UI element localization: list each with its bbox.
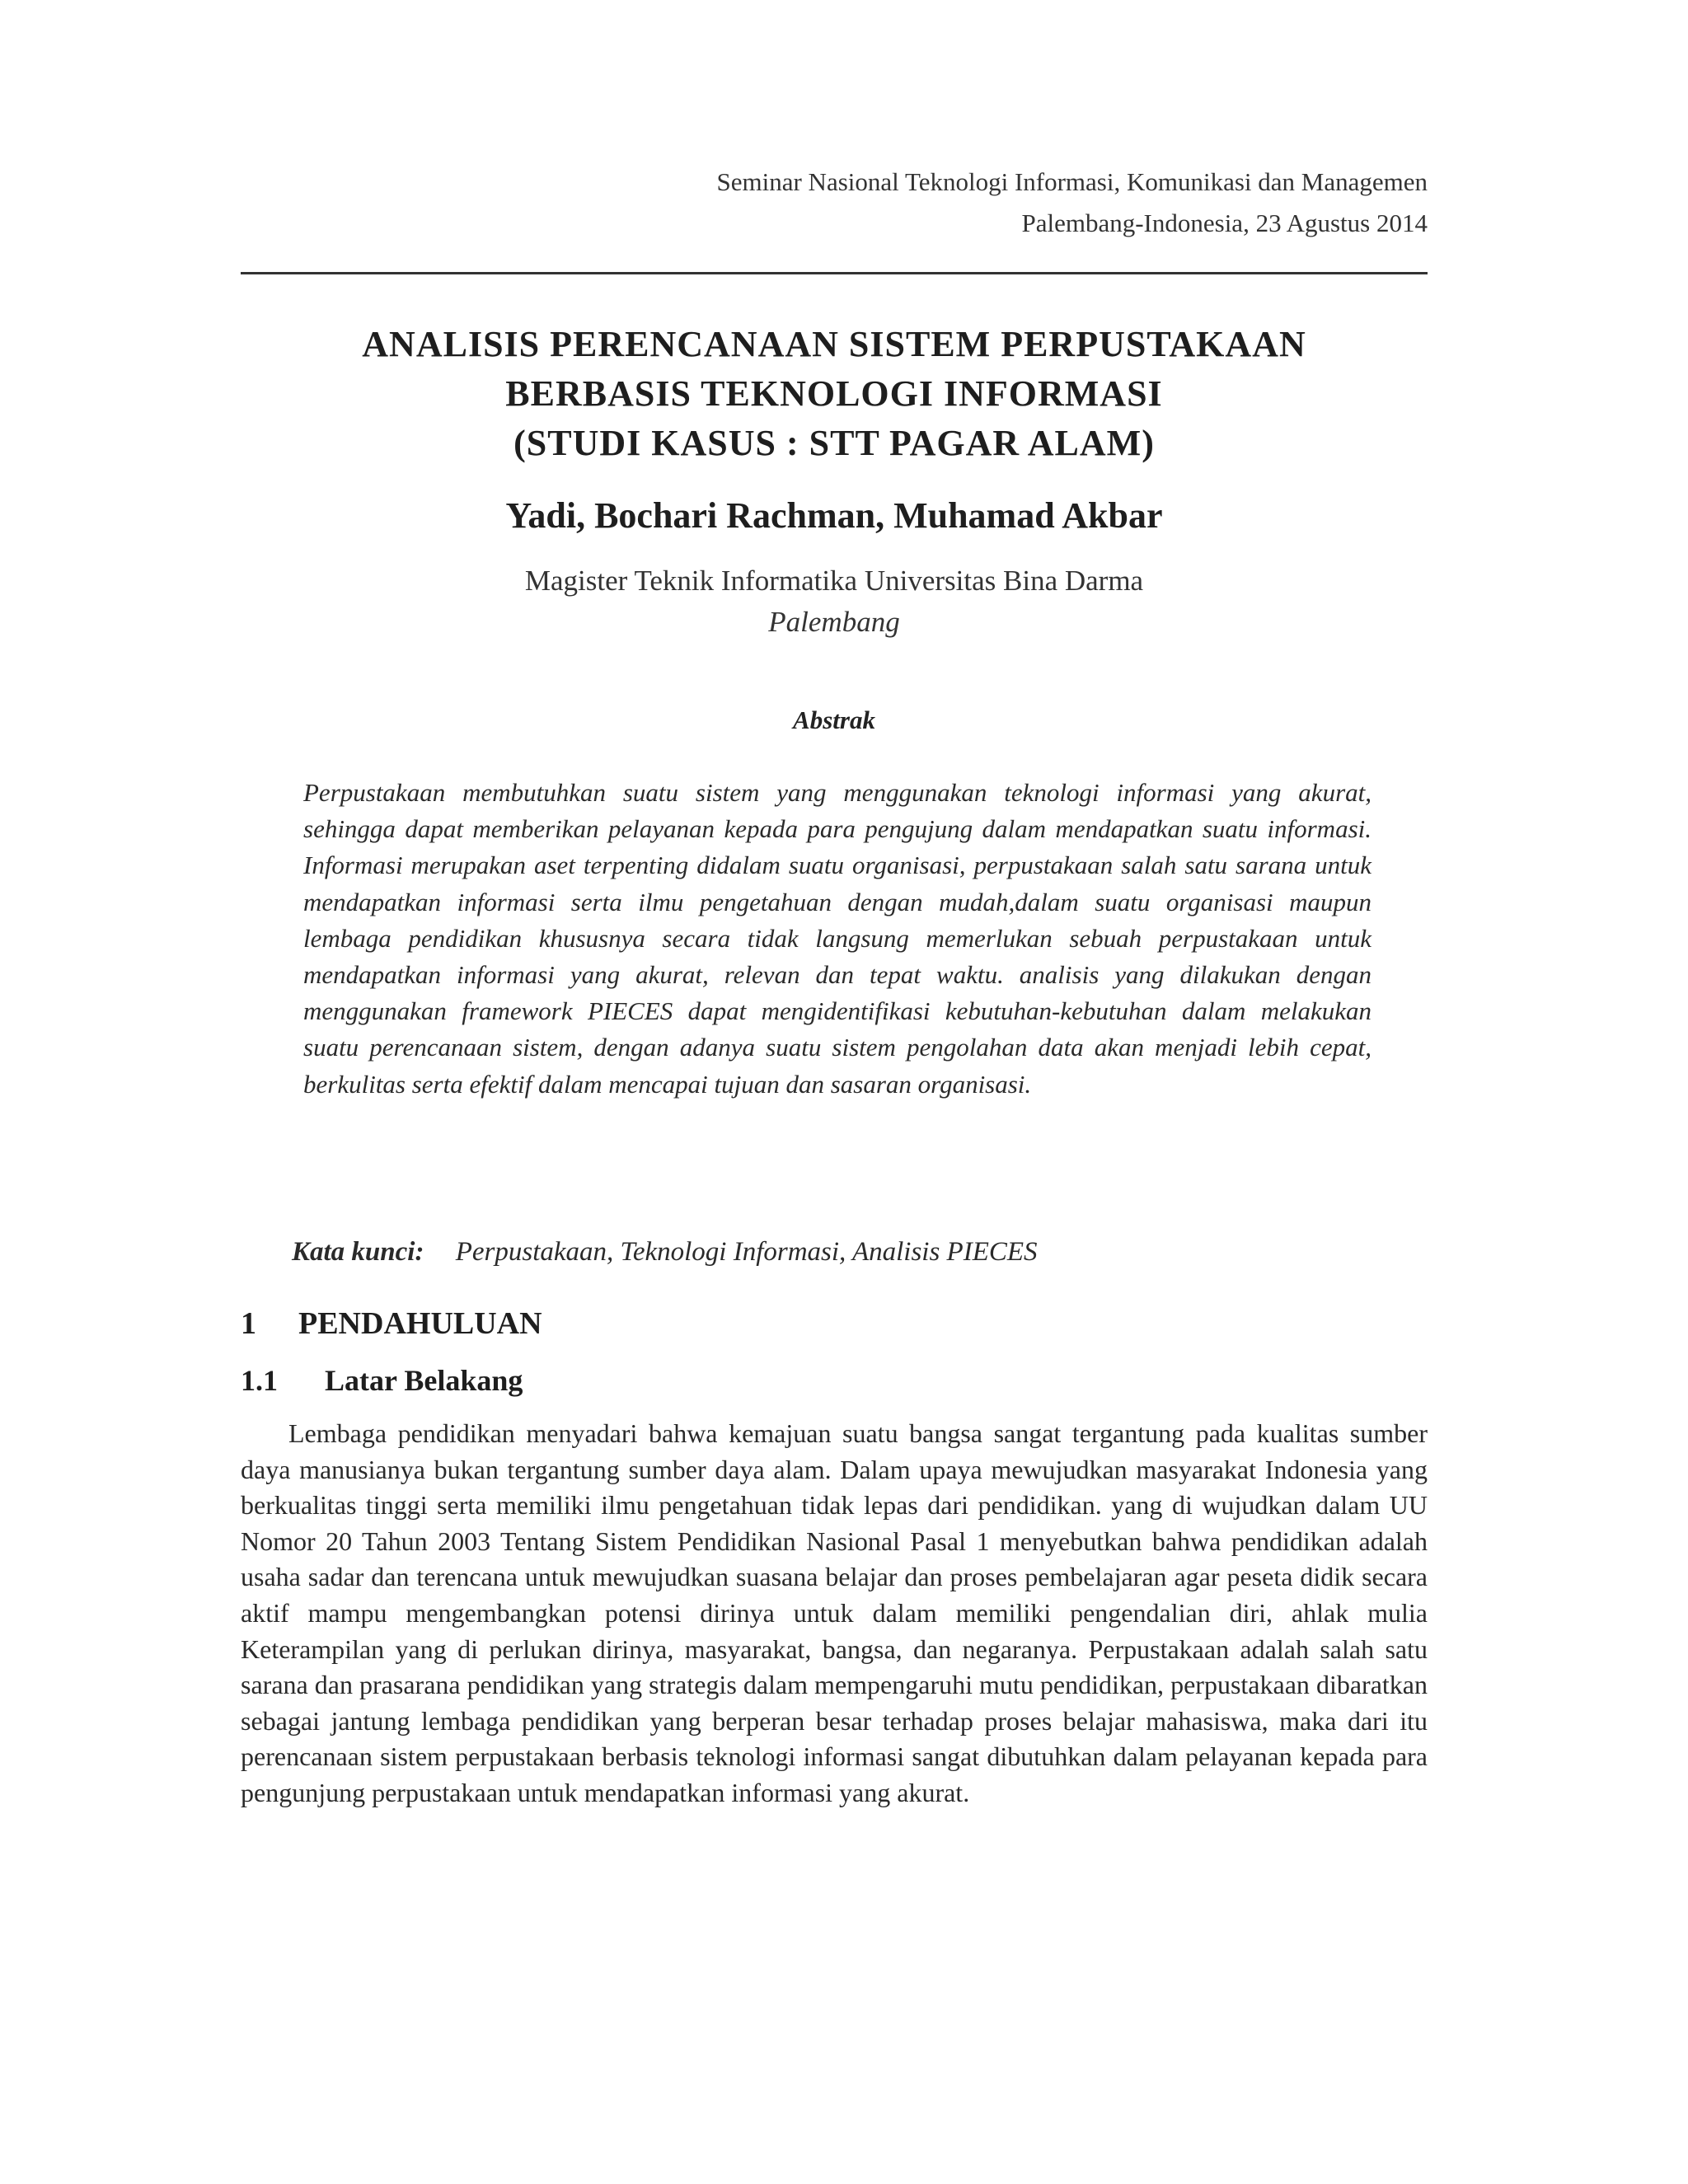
title-line-2: BERBASIS TEKNOLOGI INFORMASI bbox=[505, 373, 1163, 414]
abstract-heading: Abstrak bbox=[793, 705, 875, 734]
body-paragraph: Lembaga pendidikan menyadari bahwa kemajuan suatu bangsa sangat tergantung pada kualitas sumber daya manusianya bukan tergantung sumber daya alam. Dalam upaya mewujudkan masyarakat Indonesia yang berkualitas tinggi serta memiliki ilmu pengetahuan tidak lepas dari pendidikan. yang di wujudkan dalam UU Nomor 20 Tahun 2003 Tentang Sistem Pendidikan Nasional Pasal 1 menyebutkan bahwa pendidikan adalah usaha sadar dan terencana untuk mewujudkan suasana belajar dan proses pembelajaran agar peseta didik secara aktif mampu mengembangkan potensi dirinya untuk dalam memiliki pengendalian diri, ahlak mulia Keterampilan yang di perlukan dirinya, masyarakat, bangsa, dan negaranya. Perpustakaan adalah salah satu sarana dan prasarana pendidikan yang strategis dalam mempengaruhi mutu pendidikan, perpustakaan dibaratkan sebagai jantung lembaga pendidikan yang berperan besar terhadap proses belajar mahasiswa, maka dari itu perencanaan sistem perpustakaan berbasis teknologi informasi sangat dibutuhkan dalam pelayanan kepada para pengunjung perpustakaan untuk mendapatkan informasi yang akurat. bbox=[241, 1418, 1428, 1807]
running-header bbox=[241, 162, 1428, 244]
keywords bbox=[292, 1233, 1413, 1271]
affiliation bbox=[241, 560, 1428, 643]
title-line-3: (STUDI KASUS : STT PAGAR ALAM) bbox=[513, 423, 1155, 463]
running-header-line-2: Palembang-Indonesia, 23 Agustus 2014 bbox=[1021, 209, 1428, 237]
keywords-values: Perpustakaan, Teknologi Informasi, Analisis PIECES bbox=[455, 1237, 1038, 1267]
authors: Yadi, Bochari Rachman, Muhamad Akbar bbox=[505, 495, 1163, 536]
keywords-label: Kata kunci: bbox=[292, 1237, 424, 1267]
section-number: 1 bbox=[241, 1306, 256, 1341]
subsection-heading bbox=[241, 1360, 523, 1401]
subsection-number: 1.1 bbox=[241, 1364, 278, 1397]
running-header-line-1: Seminar Nasional Teknologi Informasi, Komunikasi dan Managemen bbox=[716, 167, 1428, 196]
affiliation-institution: Magister Teknik Informatika Universitas Bina Darma bbox=[524, 565, 1144, 597]
affiliation-city: Palembang bbox=[768, 606, 900, 638]
paper-title bbox=[241, 320, 1428, 468]
header-rule bbox=[241, 272, 1428, 274]
title-line-1: ANALISIS PERENCANAAN SISTEM PERPUSTAKAAN bbox=[362, 324, 1306, 364]
section-title: PENDAHULUAN bbox=[298, 1306, 542, 1341]
subsection-title: Latar Belakang bbox=[325, 1364, 523, 1397]
section-heading bbox=[241, 1302, 542, 1345]
abstract-text: Perpustakaan membutuhkan suatu sistem yang menggunakan teknologi informasi yang akurat, sehingga dapat memberikan pelayanan kepada para pengujung dalam mendapatkan suatu informasi. Informasi merupakan aset terpenting didalam suatu organisasi, perpustakaan salah satu sarana untuk mendapatkan informasi serta ilmu pengetahuan dengan mudah,dalam suatu organisasi maupun lembaga pendidikan khususnya secara tidak langsung memerlukan sebuah perpustakaan untuk mendapatkan informasi yang akurat, relevan dan tepat waktu. analisis yang dilakukan dengan menggunakan framework PIECES dapat mengidentifikasi kebutuhan-kebutuhan dalam melakukan suatu perencanaan sistem, dengan adanya suatu sistem pengolahan data akan menjadi lebih cepat, berkulitas serta efektif dalam mencapai tujuan dan sasaran organisasi. bbox=[303, 778, 1372, 1099]
